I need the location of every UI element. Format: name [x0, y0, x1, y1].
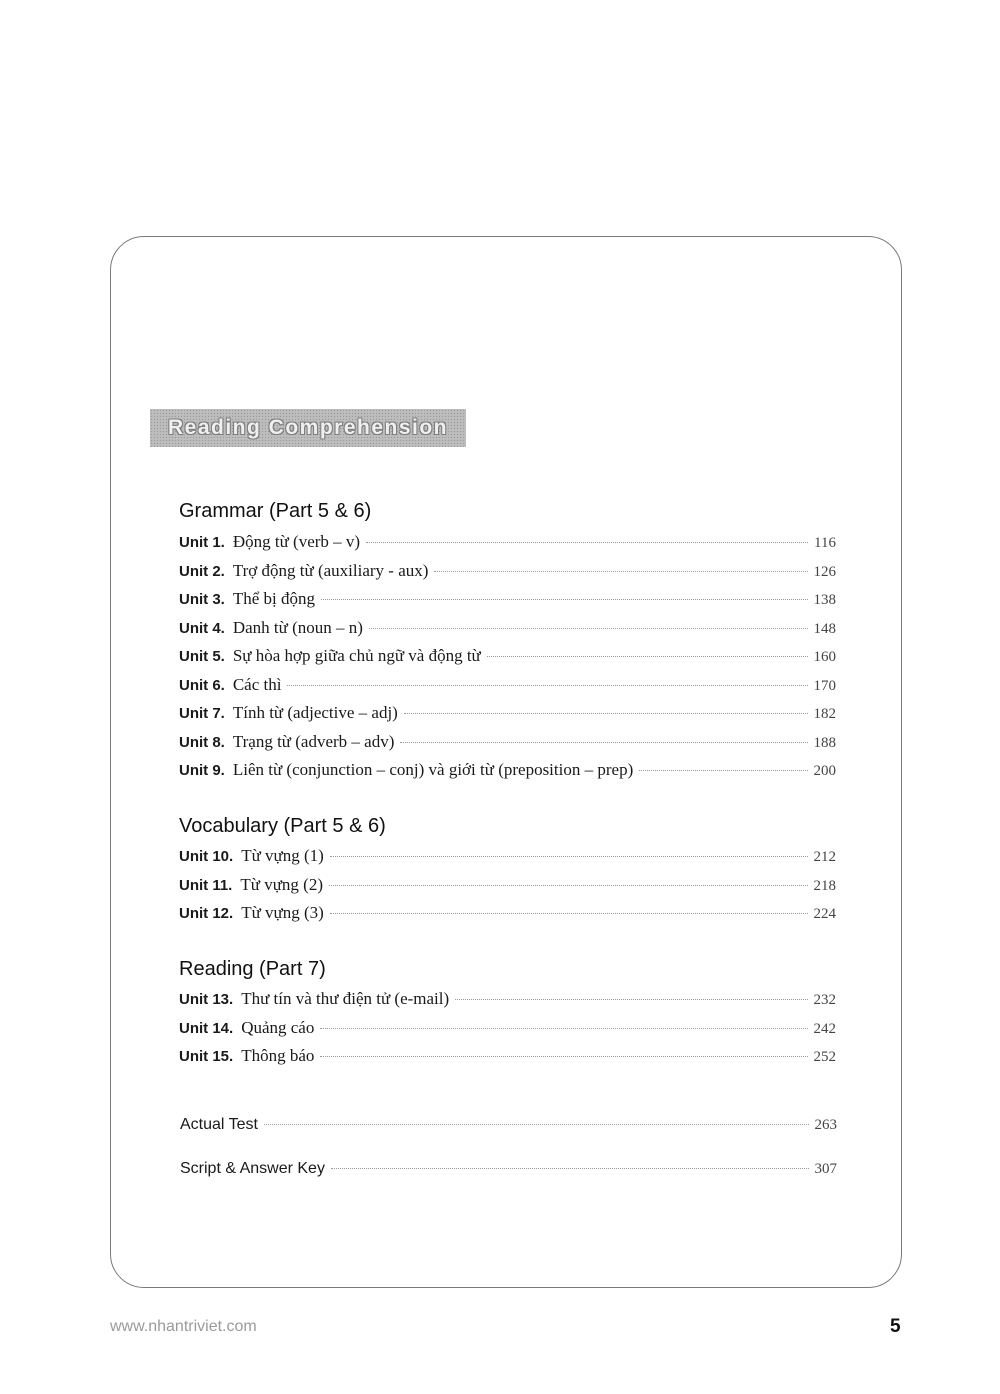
dot-leader	[434, 571, 807, 572]
toc-row[interactable]	[179, 532, 836, 558]
dot-leader	[320, 1028, 807, 1029]
dot-leader	[321, 599, 808, 600]
toc-row[interactable]	[179, 618, 836, 644]
unit-title: Từ vựng (1)	[241, 846, 324, 865]
toc-row[interactable]	[179, 646, 836, 672]
unit-title: Trợ động từ (auxiliary - aux)	[232, 561, 429, 580]
unit-number: Unit 5.	[179, 648, 225, 665]
toc-row[interactable]	[179, 875, 836, 901]
footer-url: www.nhantriviet.com	[110, 1318, 257, 1335]
unit-title: Từ vựng (2)	[240, 875, 323, 894]
toc-row[interactable]	[179, 703, 836, 729]
section-title-grammar: Grammar (Part 5 & 6)	[179, 500, 372, 522]
page-number: 160	[813, 649, 836, 665]
dot-leader	[639, 770, 807, 771]
toc-row[interactable]	[179, 675, 836, 701]
unit-number: Unit 10.	[179, 848, 234, 865]
toc-row[interactable]	[179, 589, 836, 615]
unit-title: Thể bị động	[232, 589, 315, 608]
toc-row[interactable]	[179, 732, 836, 758]
footer-page-number: 5	[890, 1316, 901, 1337]
unit-title: Sự hòa hợp giữa chủ ngữ và động từ	[232, 646, 481, 665]
unit-number: Unit 3.	[179, 591, 225, 608]
unit-title: Danh từ (noun – n)	[232, 618, 363, 637]
page-number: 126	[813, 564, 836, 580]
dot-leader	[369, 628, 808, 629]
unit-number: Unit 7.	[179, 705, 225, 722]
unit-number: Unit 12.	[179, 905, 234, 922]
page-number: 182	[813, 706, 836, 722]
page-number: 116	[814, 535, 836, 551]
toc-row[interactable]	[179, 1046, 836, 1072]
page-number: 224	[813, 906, 836, 922]
unit-title: Liên từ (conjunction – conj) và giới từ (preposition – prep)	[232, 760, 634, 779]
toc-row[interactable]	[179, 760, 836, 786]
unit-title: Động từ (verb – v)	[232, 532, 361, 551]
unit-title: Các thì	[232, 675, 282, 694]
toc-row[interactable]	[179, 1018, 836, 1044]
toc-row[interactable]	[179, 561, 836, 587]
page-number: 188	[813, 735, 836, 751]
section-title-vocabulary: Vocabulary (Part 5 & 6)	[179, 815, 386, 837]
section-banner	[150, 409, 466, 447]
toc-row[interactable]	[179, 846, 836, 872]
unit-number: Unit 11.	[179, 877, 233, 894]
extra-label: Actual Test	[180, 1116, 258, 1133]
unit-title: Trạng từ (adverb – adv)	[232, 732, 395, 751]
unit-number: Unit 8.	[179, 734, 225, 751]
dot-leader	[320, 1056, 807, 1057]
unit-number: Unit 15.	[179, 1048, 234, 1065]
unit-number: Unit 9.	[179, 762, 225, 779]
banner-text: Reading Comprehension	[167, 416, 449, 439]
unit-number: Unit 13.	[179, 991, 234, 1008]
page-number: 212	[813, 849, 836, 865]
toc-row[interactable]	[179, 989, 836, 1015]
dot-leader	[400, 742, 807, 743]
page-number: 232	[813, 992, 836, 1008]
unit-number: Unit 1.	[179, 534, 225, 551]
unit-title: Thư tín và thư điện tử (e-mail)	[241, 989, 450, 1008]
unit-number: Unit 4.	[179, 620, 225, 637]
unit-number: Unit 2.	[179, 563, 225, 580]
page-number: 138	[813, 592, 836, 608]
unit-number: Unit 6.	[179, 677, 225, 694]
page-number: 218	[813, 878, 836, 894]
page-number: 242	[813, 1021, 836, 1037]
dot-leader	[487, 656, 808, 657]
page-number: 170	[813, 678, 836, 694]
page-number: 252	[813, 1049, 836, 1065]
toc-row-answer-key[interactable]	[180, 1160, 837, 1186]
extra-label: Script & Answer Key	[180, 1160, 325, 1177]
dot-leader	[404, 713, 808, 714]
page-number: 263	[814, 1117, 837, 1133]
dot-leader	[330, 913, 808, 914]
dot-leader	[455, 999, 807, 1000]
page-number: 200	[813, 763, 836, 779]
section-title-reading: Reading (Part 7)	[179, 958, 326, 980]
unit-title: Từ vựng (3)	[241, 903, 324, 922]
unit-title: Tính từ (adjective – adj)	[232, 703, 398, 722]
toc-row[interactable]	[179, 903, 836, 929]
toc-row-actual-test[interactable]	[180, 1116, 837, 1142]
dot-leader	[287, 685, 807, 686]
page-number: 148	[813, 621, 836, 637]
dot-leader	[330, 856, 808, 857]
dot-leader	[264, 1124, 809, 1125]
unit-number: Unit 14.	[179, 1020, 234, 1037]
unit-title: Quảng cáo	[241, 1018, 315, 1037]
page-number: 307	[814, 1161, 837, 1177]
dot-leader	[331, 1168, 809, 1169]
dot-leader	[366, 542, 808, 543]
unit-title: Thông báo	[241, 1046, 315, 1065]
dot-leader	[329, 885, 808, 886]
